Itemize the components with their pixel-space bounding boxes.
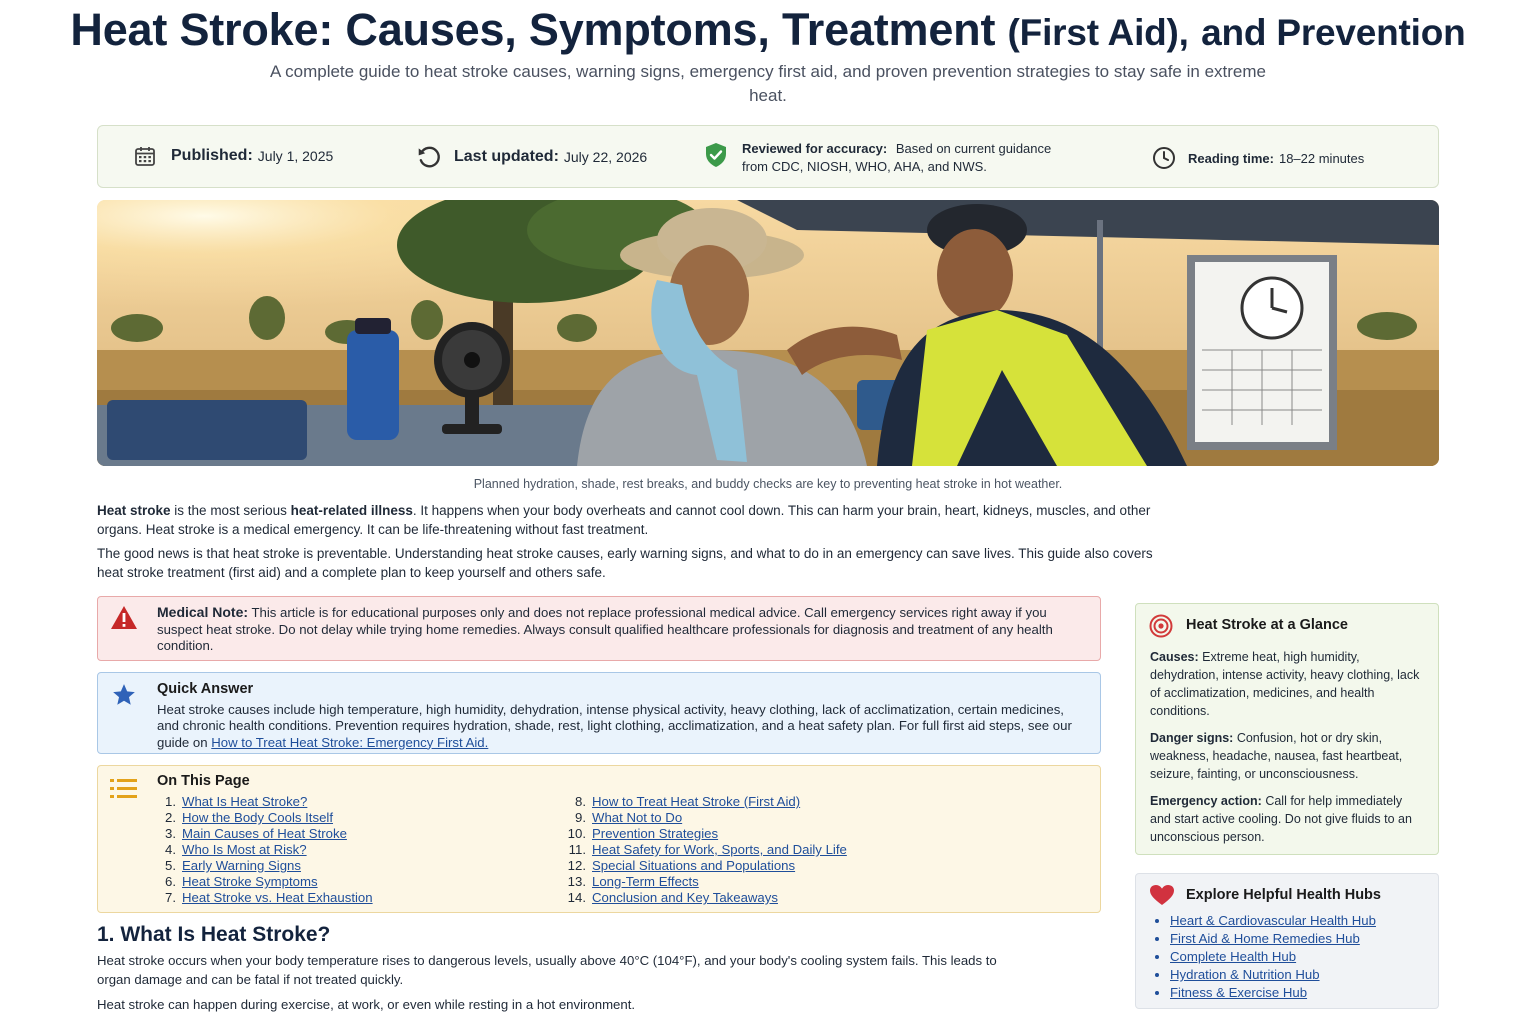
toc-item[interactable] [564, 858, 847, 874]
medical-note-body: This article is for educational purposes only and does not replace professional medical advice. Call emergency services right away if you suspect heat stroke. Do not delay while trying home remedies. Always consult qualified healthcare professionals for diagnosis and treatment of any health condition. [157, 605, 1053, 653]
heart-icon [1149, 884, 1175, 906]
hub-list-item [1170, 984, 1376, 1002]
glance-causes-label: Causes: [1150, 650, 1199, 664]
glance-heading: Heat Stroke at a Glance [1186, 617, 1348, 633]
toc-link[interactable]: What Is Heat Stroke? [182, 794, 308, 809]
toc-item[interactable] [154, 842, 373, 858]
clock-icon [1152, 146, 1176, 170]
medical-note-label: Medical Note: [157, 604, 249, 620]
toc-link[interactable]: Prevention Strategies [592, 826, 719, 841]
toc-number: 7. [165, 890, 176, 905]
glance-causes-text: Extreme heat, high humidity, dehydration, intense activity, heavy clothing, lack of acclimatization, medicines, and health conditions. [1150, 650, 1420, 718]
toc-link[interactable]: Who Is Most at Risk? [182, 842, 307, 857]
toc-link[interactable]: Special Situations and Populations [592, 858, 796, 873]
toc-number: 12. [567, 858, 586, 873]
toc-number: 11. [568, 842, 586, 857]
heat-stroke-glance-card [1135, 603, 1439, 855]
published-label: Published: [171, 147, 253, 164]
hub-list-item [1170, 948, 1376, 966]
first-aid-guide-link[interactable]: How to Treat Heat Stroke: Emergency First Aid. [211, 734, 489, 750]
quick-answer-heading: Quick Answer [157, 681, 254, 697]
toc-link[interactable]: Heat Stroke vs. Heat Exhaustion [182, 890, 373, 905]
glance-danger-text: Confusion, hot or dry skin, weakness, headache, nausea, fast heartbeat, seizure, fainting, or unconsciousness. [1150, 731, 1403, 781]
reviewed-meta [704, 140, 1064, 176]
toc-item[interactable] [564, 794, 847, 810]
quick-answer-body: Heat stroke causes include high temperature, high humidity, dehydration, intense physical activity, heavy clothing, lack of acclimatization, certain medicines, and chronic health conditions. Prevention requires hydration, shade, rest, light clothing, acclimatization, and a heat safety plan. For full first aid steps, see our guide on [157, 701, 1072, 750]
reviewed-label: Reviewed for accuracy: [742, 141, 888, 156]
toc-heading: On This Page [157, 773, 250, 789]
toc-link[interactable]: Conclusion and Key Takeaways [592, 890, 778, 905]
reading-value: 18–22 minutes [1278, 150, 1365, 166]
intro-text-2: . It happens when your body overheats and cannot cool down. This can harm your brain, heart, kidneys, muscles, and other organs. Heat stroke is a medical emergency. It can be life-threatening without fast treatment. [97, 503, 1151, 537]
warning-icon [110, 605, 138, 631]
toc-number: 8. [575, 794, 586, 809]
toc-item[interactable] [154, 858, 373, 874]
title-main: Heat Stroke: Causes, Symptoms, Treatment [70, 4, 996, 55]
toc-right-column [564, 794, 847, 906]
calendar-icon [133, 144, 157, 168]
updated-value: July 22, 2026 [563, 149, 648, 165]
glance-danger-label: Danger signs: [1150, 731, 1234, 745]
updated-meta [416, 144, 647, 170]
toc-link[interactable]: Main Causes of Heat Stroke [182, 826, 347, 841]
toc-item[interactable] [564, 874, 847, 890]
reading-time-meta [1152, 146, 1364, 170]
toc-item[interactable] [154, 826, 373, 842]
glance-emergency-label: Emergency action: [1150, 794, 1262, 808]
glance-emergency-text: Call for help immediately and start active cooling. Do not give fluids to an unconscious person. [1150, 794, 1412, 844]
hubs-heading: Explore Helpful Health Hubs [1186, 887, 1381, 903]
hubs-list [1170, 912, 1376, 1002]
toc-number: 4. [165, 842, 176, 857]
glance-causes [1150, 648, 1424, 720]
toc-item[interactable] [564, 842, 847, 858]
glance-danger-signs [1150, 729, 1424, 783]
hub-list-item [1170, 930, 1376, 948]
health-hubs-card [1135, 873, 1439, 1009]
toc-link[interactable]: Heat Safety for Work, Sports, and Daily Life [592, 842, 847, 857]
toc-item[interactable] [564, 826, 847, 842]
section1-paragraph-2: Heat stroke can happen during exercise, at work, or even while resting in a hot environment. [97, 997, 636, 1012]
medical-note-box [97, 596, 1101, 661]
toc-item[interactable] [154, 810, 373, 826]
table-of-contents [97, 765, 1101, 913]
toc-link[interactable]: Heat Stroke Symptoms [182, 874, 318, 889]
published-meta [133, 144, 333, 168]
glance-emergency [1150, 792, 1424, 846]
toc-number: 14. [567, 890, 586, 905]
toc-item[interactable] [154, 874, 373, 890]
page-title [0, 4, 1536, 56]
published-value: July 1, 2025 [257, 148, 334, 164]
hub-link-fitness[interactable]: Fitness & Exercise Hub [1170, 985, 1308, 1000]
reviewed-text [742, 140, 1064, 176]
hub-list-item [1170, 912, 1376, 930]
updated-label: Last updated: [454, 148, 559, 165]
list-icon [110, 778, 138, 800]
toc-link[interactable]: How to Treat Heat Stroke (First Aid) [592, 794, 801, 809]
toc-number: 3. [165, 826, 176, 841]
toc-item[interactable] [154, 794, 373, 810]
toc-number: 1. [165, 794, 176, 809]
page-subtitle: A complete guide to heat stroke causes, warning signs, emergency first aid, and proven prevention strategies to stay safe in extreme heat. [270, 62, 1266, 105]
toc-item[interactable] [154, 890, 373, 906]
shield-check-icon [704, 142, 728, 168]
hub-link-heart[interactable]: Heart & Cardiovascular Health Hub [1170, 913, 1376, 928]
toc-left-column [154, 794, 373, 906]
intro-paragraph-2: The good news is that heat stroke is preventable. Understanding heat stroke causes, early warning signs, and what to do in an emergency can save lives. This guide also covers heat stroke treatment (first aid) and a complete plan to keep yourself and others safe. [97, 546, 1153, 580]
quick-answer-text [157, 702, 1082, 752]
toc-link[interactable]: Long-Term Effects [592, 874, 699, 889]
toc-number: 5. [165, 858, 176, 873]
toc-link[interactable]: How the Body Cools Itself [182, 810, 333, 825]
toc-item[interactable] [564, 890, 847, 906]
toc-number: 6. [165, 874, 176, 889]
section-heading-what-is-heat-stroke: 1. What Is Heat Stroke? [97, 923, 331, 946]
intro-bold-1: Heat stroke [97, 503, 171, 518]
quick-answer-box [97, 672, 1101, 754]
toc-number: 9. [575, 810, 586, 825]
intro-text-1: is the most serious [170, 503, 291, 518]
toc-link[interactable]: Early Warning Signs [182, 858, 301, 873]
target-icon [1149, 614, 1173, 638]
star-icon [110, 682, 138, 708]
refresh-icon [416, 144, 442, 170]
title-end: and Prevention [1201, 12, 1466, 53]
intro-paragraph-1 [97, 501, 1157, 539]
hub-link-hydration[interactable]: Hydration & Nutrition Hub [1170, 967, 1320, 982]
hub-link-complete-health[interactable]: Complete Health Hub [1170, 949, 1297, 964]
toc-number: 10. [567, 826, 586, 841]
hub-link-first-aid[interactable]: First Aid & Home Remedies Hub [1170, 931, 1360, 946]
medical-note-text [157, 604, 1082, 655]
toc-item[interactable] [564, 810, 847, 826]
reviewed-value: Based on current guidance from CDC, NIOSH, WHO, AHA, and NWS. [742, 141, 1052, 174]
hero-image [97, 200, 1439, 466]
toc-number: 2. [165, 810, 176, 825]
toc-link[interactable]: What Not to Do [592, 810, 683, 825]
toc-number: 13. [567, 874, 586, 889]
section1-paragraph-1: Heat stroke occurs when your body temperature rises to dangerous levels, usually above 40°C (104°F), and your body's cooling system fails. This leads to organ damage and can be fatal if not treated quickly. [97, 953, 997, 987]
reading-label: Reading time: [1188, 150, 1274, 166]
title-small: (First Aid), [1007, 12, 1189, 53]
article-meta-bar [97, 125, 1439, 188]
hero-caption: Planned hydration, shade, rest breaks, and buddy checks are key to preventing heat stroke in hot weather. [473, 477, 1063, 491]
intro-bold-2: heat-related illness [290, 503, 413, 518]
hub-list-item [1170, 966, 1376, 984]
